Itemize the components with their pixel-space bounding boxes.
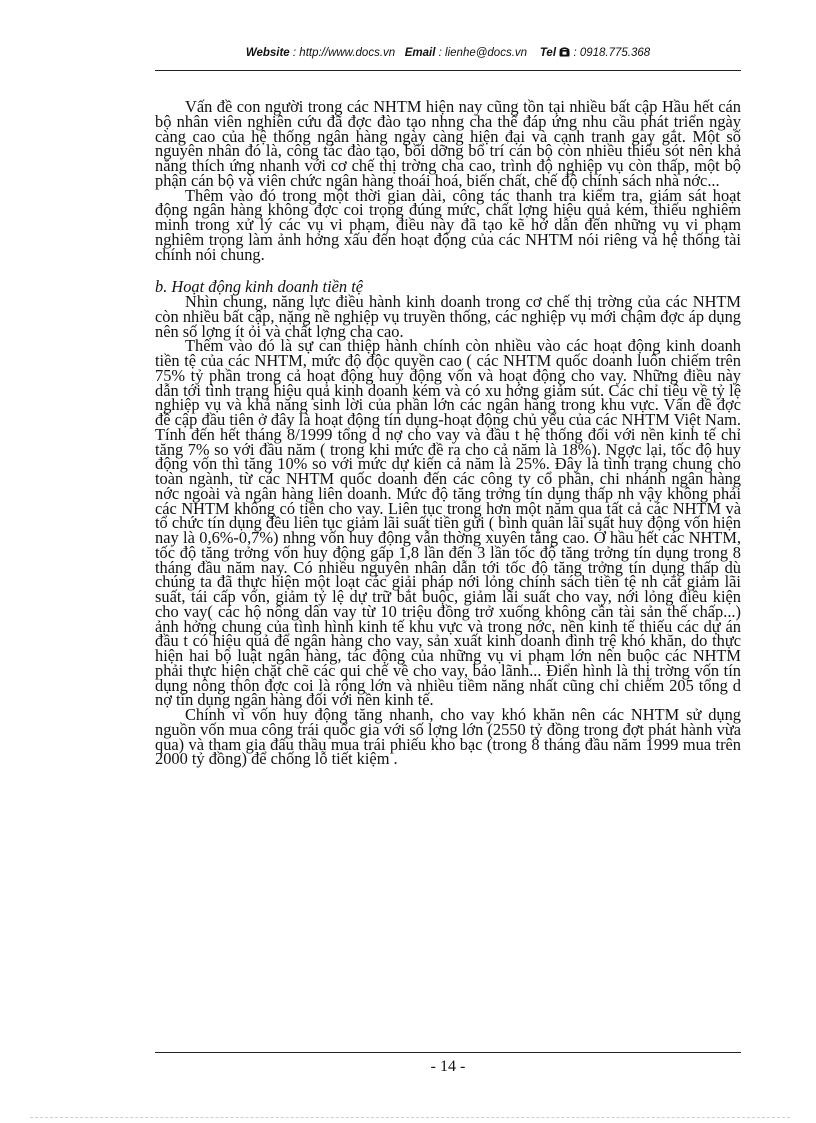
header-divider [155, 70, 741, 71]
page-bottom-border [30, 1117, 790, 1118]
website-url[interactable]: : http://www.docs.vn [292, 47, 396, 59]
tel-label: Tel [539, 47, 557, 59]
page-number: - 14 - [430, 1058, 466, 1075]
section-subheading: b. Hoạt động kinh doanh tiền tệ [155, 277, 364, 297]
paragraph-4: Thêm vào đó là sự can thiệp hành chính còn nhiều vào các hoạt động kinh doanh tiền tệ của các NHTM, mức độ độc quyền cao ( các NHTM quốc doanh luôn chiếm trên 75% tỷ phần trong cả hoạt động huy động vốn và hoạt động cho vay. Những điều này dẫn tới tình trạng hiệu quả kinh doanh kém và có xu hớng giảm sút. Các chỉ tiêu về tỷ lệ nghiệp vụ và khả năng sinh lời của phần lớn các ngân hàng trong khu vực. Vấn đề đợc đề cập đầu tiên ở đây là hoạt động tín dụng-hoạt động chủ yếu của các NHTM Việt Nam. Tính đến hết tháng 8/1999 tổng d nợ cho vay và đầu t hệ thống đối với nền kinh tế chỉ tăng 7% so với đầu năm ( trong khi mức đề ra cho cả năm là 18%). Ngợc lại, tốc độ huy động vốn thì tăng 10% so với mức dự kiến cả năm là 25%. Đây là tình trạng chung cho toàn ngành, từ các NHTM quốc doanh đến các công ty cổ phần, chi nhánh ngân hàng nớc ngoài và ngân hàng liên doanh. Mức độ tăng trởng tín dụng thấp nh vậy không phải các NHTM không có tiền cho vay. Liên tục trong hơn một năm qua tất cả các NHTM và tổ chức tín dụng đều liên tục giảm lãi suất tiền gửi ( bình quân lãi suất huy động vốn hiện nay là 0,6%-0,7%) nhng vốn huy động vẫn thờng xuyên tăng cao. Ở hầu hết các NHTM, tốc độ tăng trởng vốn huy động gấp 1,8 lần đến 3 lần tốc độ tăng trởng tín dụng trong 8 tháng đầu năm nay. Có nhiều nguyên nhân dẫn tới tốc độ tăng trởng tín dụng thấp dù chúng ta đã thực hiện một loạt các giải pháp nới lỏng chính sách tiền tệ nh cắt giảm lãi suất, tái cấp vốn, giảm tỷ lệ dự trữ bắt buộc, giảm lãi suất cho vay, nới lỏng điều kiện cho vay( các hộ nông dân vay từ 10 triệu đồng trở xuống không cần tài sản thế chấp...) ảnh hởng chung của tình hình kinh tế khu vực và trong nớc, nền kinh tế thiếu các dự án đầu t có hiệu quả để ngân hàng cho vay, sản xuất kinh doanh đình trệ khó khăn, do thực hiện hai bộ luật ngân hàng, tác động của những vụ vi phạm lớn nên buộc các NHTM phải thực hiện chặt chẽ các qui chế về cho vay, bảo lãnh... Điển hình là thị trờng vốn tín dụng nông thôn đợc coi là rộng lớn và nhiều tiềm năng nhất cũng chỉ chiếm 205 tổng d nợ tín dụng ngân hàng đối với nền kinh tế. [155, 336, 741, 710]
footer-divider [155, 1052, 741, 1053]
page-header [155, 47, 741, 59]
email-address[interactable]: : lienhe@docs.vn [438, 47, 528, 59]
phone-icon [559, 47, 573, 59]
paragraph-5: Chính vì vốn huy động tăng nhanh, cho vay khó khăn nên các NHTM sử dụng nguồn vốn mua công trái quốc gia với số lợng lớn (2550 tỷ đồng trong đợt phát hành vừa qua) và tham gia đấu thầu mua trái phiếu kho bạc (trong 8 tháng đầu năm 1999 mua trên 2000 tỷ đồng) để chống lỗ tiết kiệm . [155, 705, 741, 769]
email-label: Email [404, 47, 436, 59]
phone-number[interactable]: : 0918.775.368 [573, 47, 651, 59]
paragraph-1: Vấn đề con người trong các NHTM hiện nay cũng tồn tại nhiều bất cập Hầu hết cán bộ nhân viên nghiên cứu đã đợc đào tạo nhng cha thể đáp ứng nhu cầu phát triển ngày càng cao của hệ thống ngân hàng ngày càng hiện đại và cạnh tranh gay gắt. Một số nguyên nhân đó là, công tác đào tạo, bồi dỡng bổ trí cán bộ còn nhiều thiếu sót nên khả năng thích ứng nhanh với cơ chế thị trờng cha cao, trình độ nghiệp vụ còn thấp, một bộ phận cán bộ và viên chức ngân hàng thoái hoá, biến chất, chế độ chính sách nhà nớc... [155, 97, 741, 190]
document-body [155, 97, 741, 769]
website-label: Website [245, 47, 290, 59]
paragraph-3: Nhìn chung, năng lực điều hành kinh doanh trong cơ chế thị trờng của các NHTM còn nhiều bất cập, nặng nề nghiệp vụ truyền thống, các nghiệp vụ mới chậm đợc áp dụng nên số lợng ít ỏi và chất lợng cha cao. [155, 292, 741, 341]
paragraph-2: Thêm vào đó trong một thời gian dài, công tác thanh tra kiểm tra, giám sát hoạt động ngân hàng không đợc coi trọng đúng mức, chất lợng hiệu quả kém, thiếu nghiêm minh trong xử lý các vụ vi phạm, điều này đã tạo kẽ hở dẫn đến những vụ vi phạm nghiêm trọng làm ảnh hởng xấu đến hoạt động của các NHTM nói riêng và hệ thống tài chính nói chung. [155, 185, 741, 264]
